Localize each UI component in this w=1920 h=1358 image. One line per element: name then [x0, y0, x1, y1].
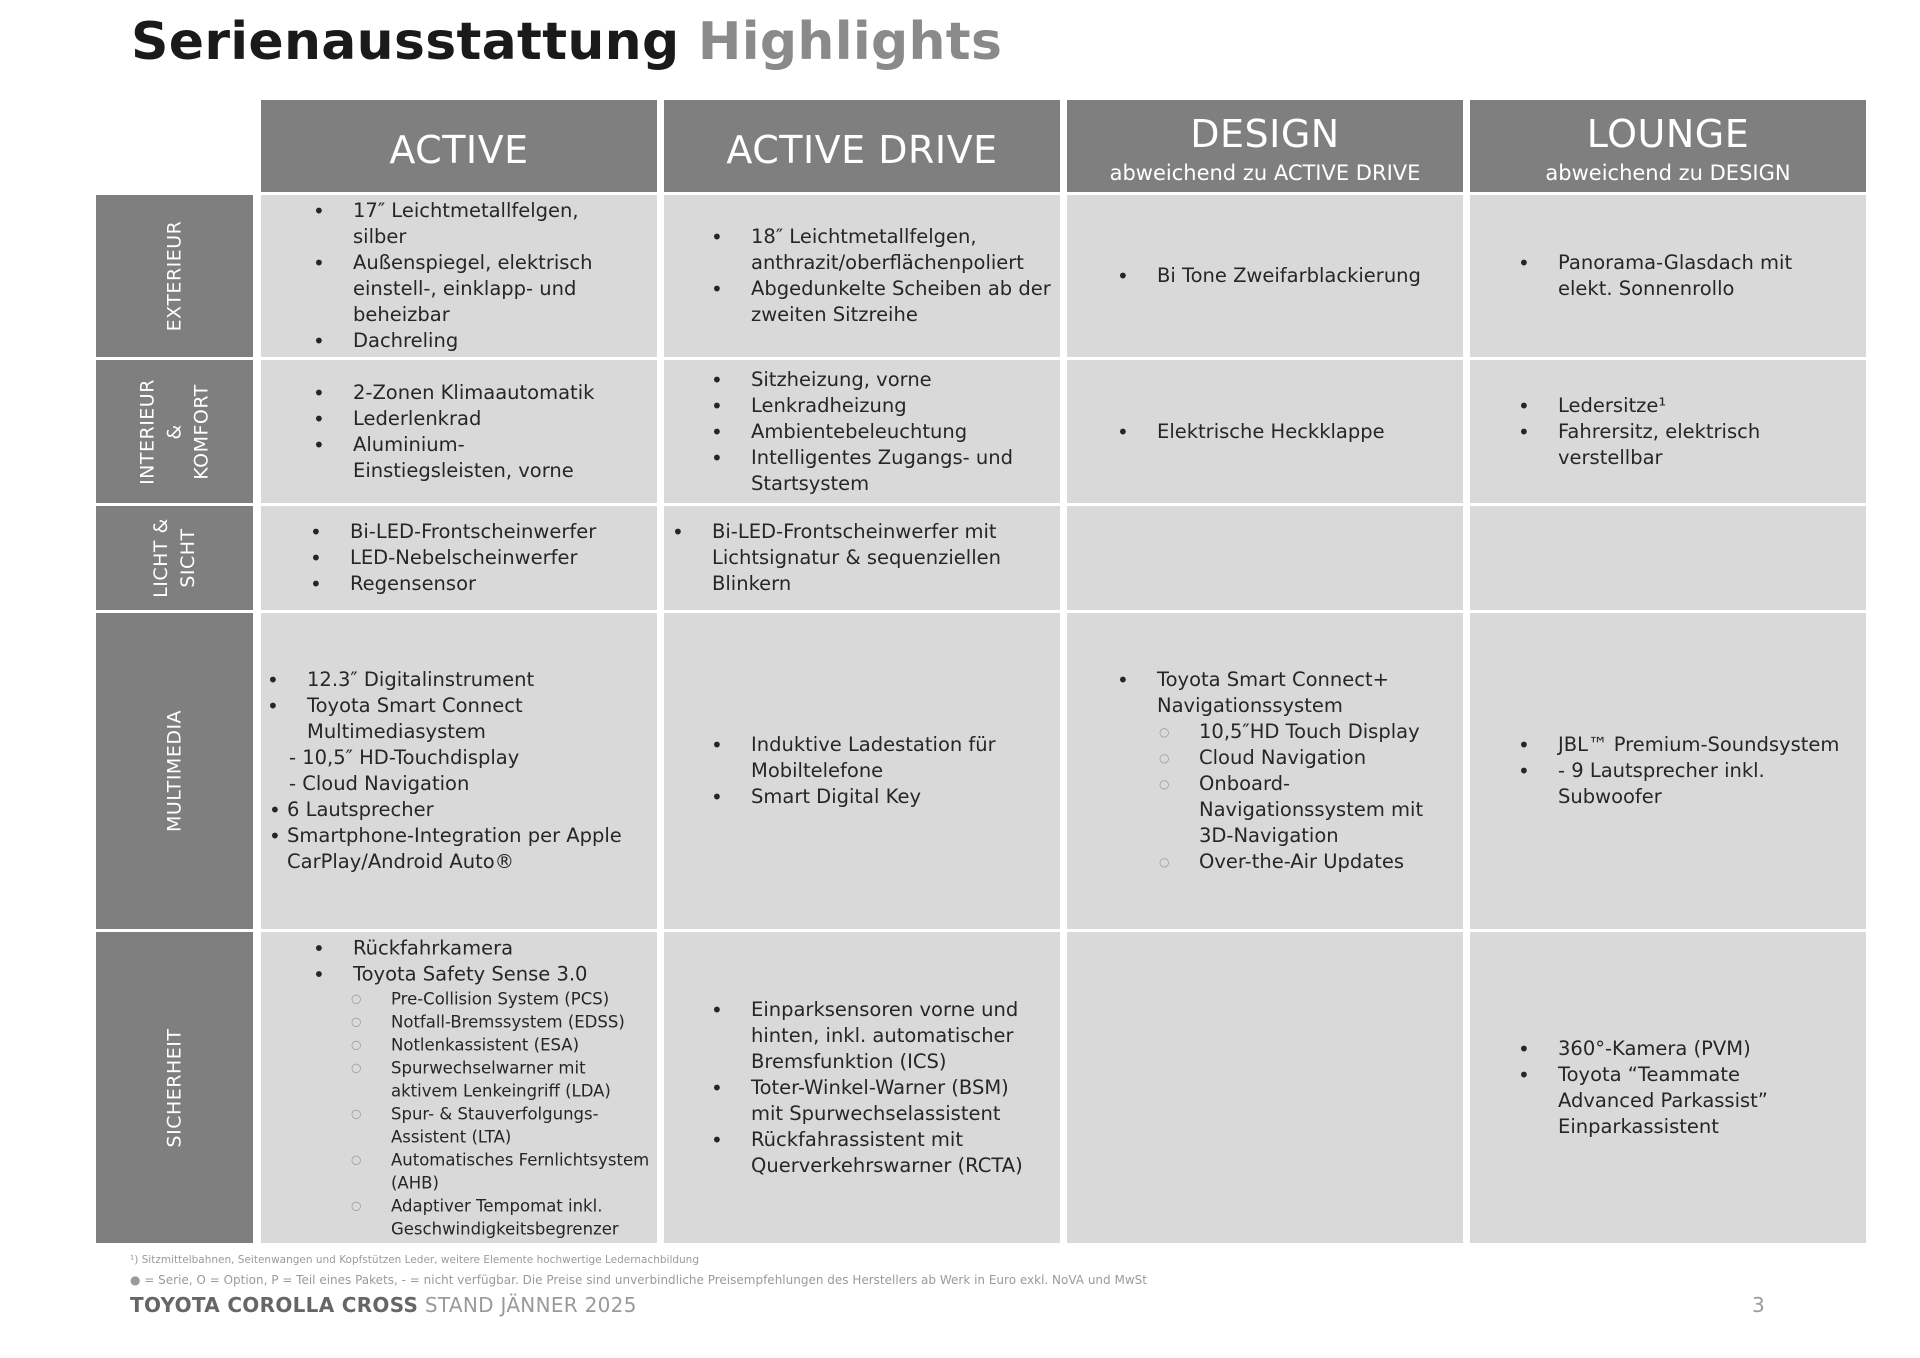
- list-item: • Intelligentes Zugangs- und Startsystem: [711, 445, 1031, 497]
- list-item: • Außenspiegel, elektrisch einstell-, einklapp- und beheizbar: [313, 250, 623, 328]
- row-title: INTERIEUR: [136, 378, 158, 485]
- cell-exterieur-lounge: [1470, 195, 1866, 357]
- row-title: SICHT: [176, 528, 199, 588]
- list-subitem: ○ Notlenkassistent (ESA): [313, 1033, 653, 1056]
- row-header-exterieur: [96, 195, 253, 357]
- list-item: • Smartphone-Integration per Apple CarPlay/Android Auto®: [267, 823, 622, 875]
- list-item: • Fahrersitz, elektrisch verstellbar: [1518, 419, 1863, 471]
- list-subitem: ○ Adaptiver Tempomat inkl. Geschwindigkeitsbegrenzer: [313, 1194, 653, 1240]
- column-title: DESIGN: [1190, 112, 1340, 156]
- list-subitem: - 10,5″ HD-Touchdisplay: [289, 746, 520, 769]
- list-item: • 6 Lautsprecher: [267, 797, 622, 823]
- column-header-design: [1067, 100, 1463, 192]
- list-item: • Toyota Smart Connect+ Navigationssystem: [1117, 667, 1460, 719]
- list-subitem: ○ Pre-Collision System (PCS): [313, 987, 653, 1010]
- list-item: • Aluminium-Einstiegsleisten, vorne: [313, 432, 613, 484]
- list-subitem: ○ 10,5″HD Touch Display: [1157, 719, 1460, 745]
- column-header-active: [261, 100, 657, 192]
- list-item: • JBL™ Premium-Soundsystem: [1518, 732, 1863, 758]
- list-item: • 2-Zonen Klimaautomatik: [313, 380, 613, 406]
- cell-sicherheit-design: [1067, 932, 1463, 1243]
- list-item: • Regensensor: [310, 571, 630, 597]
- footer-brand: TOYOTA COROLLA CROSS: [130, 1293, 419, 1317]
- list-item: • Sitzheizung, vorne: [711, 367, 1031, 393]
- list-item: • Toyota Smart Connect Multimediasystem: [267, 693, 622, 745]
- list-item: • LED-Nebelscheinwerfer: [310, 545, 630, 571]
- cell-interieur-design: [1067, 360, 1463, 503]
- row-title: LICHT &: [149, 518, 172, 598]
- footer-date: STAND JÄNNER 2025: [424, 1293, 637, 1317]
- list-subitem: ○ Over-the-Air Updates: [1157, 849, 1460, 875]
- row-header-sicherheit: [96, 932, 253, 1243]
- list-item: • 17″ Leichtmetallfelgen, silber: [313, 198, 623, 250]
- cell-licht-lounge: [1470, 506, 1866, 610]
- list-item: • Dachreling: [313, 328, 623, 354]
- row-header-licht-sicht: [96, 506, 253, 610]
- footnote: ¹) Sitzmittelbahnen, Seitenwangen und Kopfstützen Leder, weitere Elemente hochwertige Ledernachbildung: [130, 1254, 700, 1266]
- cell-multimedia-design: [1067, 613, 1463, 929]
- cell-exterieur-active-drive: [664, 195, 1060, 357]
- column-title: LOUNGE: [1586, 112, 1750, 156]
- cell-multimedia-active: [261, 613, 657, 929]
- title-part-2: Highlights: [697, 12, 1003, 72]
- cell-interieur-active: [261, 360, 657, 503]
- page-title: [131, 12, 1002, 72]
- column-subtitle: abweichend zu ACTIVE DRIVE: [1109, 161, 1421, 185]
- list-item: • Bi-LED-Frontscheinwerfer mit Lichtsignatur & sequenziellen Blinkern: [672, 519, 1057, 597]
- list-item: • Rückfahrassistent mit Querverkehrswarner (RCTA): [711, 1127, 1031, 1179]
- row-title: &: [163, 423, 185, 440]
- list-item: • 360°-Kamera (PVM): [1518, 1036, 1833, 1062]
- list-subitem: ○ Onboard-Navigationssystem mit 3D-Navigation: [1157, 771, 1460, 849]
- list-item: • - 9 Lautsprecher inkl. Subwoofer: [1518, 758, 1863, 810]
- row-title: SICHERHEIT: [163, 1028, 185, 1147]
- title-part-1: Serienausstattung: [131, 12, 680, 72]
- row-header-multimedia: [96, 613, 253, 929]
- list-item: • 12.3″ Digitalinstrument: [267, 667, 622, 693]
- list-item: • Induktive Ladestation für Mobiltelefone: [711, 732, 1011, 784]
- list-item: • Rückfahrkamera: [313, 935, 653, 961]
- list-item: • Bi-LED-Frontscheinwerfer: [310, 519, 630, 545]
- list-subitem: ○ Spur- & Stauverfolgungs-Assistent (LTA): [313, 1102, 653, 1148]
- row-header-interieur-komfort: [96, 360, 253, 503]
- list-subitem: ○ Cloud Navigation: [1157, 745, 1460, 771]
- legend-note: ● = Serie, O = Option, P = Teil eines Pakets, - = nicht verfügbar. Die Preise sind unverbindliche Preisempfehlungen des Herstellers ab Werk in Euro exkl. NoVA und MwSt: [130, 1273, 1147, 1287]
- cell-licht-design: [1067, 506, 1463, 610]
- cell-sicherheit-active: [261, 932, 657, 1243]
- cell-licht-active-drive: [664, 506, 1060, 610]
- cell-multimedia-lounge: [1470, 613, 1866, 929]
- list-subitem: - Cloud Navigation: [289, 772, 470, 795]
- list-item: • Smart Digital Key: [711, 784, 1011, 810]
- list-item: • Abgedunkelte Scheiben ab der zweiten Sitzreihe: [711, 276, 1056, 328]
- list-item: • Lenkradheizung: [711, 393, 1031, 419]
- list-subitem: ○ Spurwechselwarner mit aktivem Lenkeingriff (LDA): [313, 1056, 653, 1102]
- cell-exterieur-active: [261, 195, 657, 357]
- cell-multimedia-active-drive: [664, 613, 1060, 929]
- column-title: ACTIVE DRIVE: [726, 128, 998, 172]
- row-title: EXTERIEUR: [163, 220, 185, 332]
- column-header-lounge: [1470, 100, 1866, 192]
- cell-exterieur-design: [1067, 195, 1463, 357]
- column-subtitle: abweichend zu DESIGN: [1545, 161, 1791, 185]
- column-header-active-drive: [664, 100, 1060, 192]
- list-item: • Toyota Safety Sense 3.0: [313, 961, 653, 987]
- list-subitem: ○ Notfall-Bremssystem (EDSS): [313, 1010, 653, 1033]
- list-item: • Toyota “Teammate Advanced Parkassist” Einparkassistent: [1518, 1062, 1833, 1140]
- cell-interieur-active-drive: [664, 360, 1060, 503]
- row-title: KOMFORT: [190, 383, 212, 480]
- list-item: • Elektrische Heckklappe: [1117, 419, 1457, 445]
- list-item: • Ledersitze¹: [1518, 393, 1863, 419]
- list-item: • Lederlenkrad: [313, 406, 613, 432]
- footer: [130, 1293, 637, 1317]
- cell-sicherheit-active-drive: [664, 932, 1060, 1243]
- list-subitem: ○ Automatisches Fernlichtsystem (AHB): [313, 1148, 653, 1194]
- list-item: • 18″ Leichtmetallfelgen, anthrazit/oberflächenpoliert: [711, 224, 1056, 276]
- cell-licht-active: [261, 506, 657, 610]
- list-item: • Toter-Winkel-Warner (BSM) mit Spurwechselassistent: [711, 1075, 1031, 1127]
- list-item: • Einparksensoren vorne und hinten, inkl. automatischer Bremsfunktion (ICS): [711, 997, 1031, 1075]
- row-title: MULTIMEDIA: [163, 709, 185, 833]
- list-item: • Ambientebeleuchtung: [711, 419, 1031, 445]
- list-item: • Panorama-Glasdach mit elekt. Sonnenrollo: [1518, 250, 1848, 302]
- cell-sicherheit-lounge: [1470, 932, 1866, 1243]
- page-number: 3: [1752, 1293, 1765, 1317]
- list-item: • Bi Tone Zweifarblackierung: [1117, 263, 1457, 289]
- cell-interieur-lounge: [1470, 360, 1866, 503]
- column-title: ACTIVE: [389, 128, 529, 172]
